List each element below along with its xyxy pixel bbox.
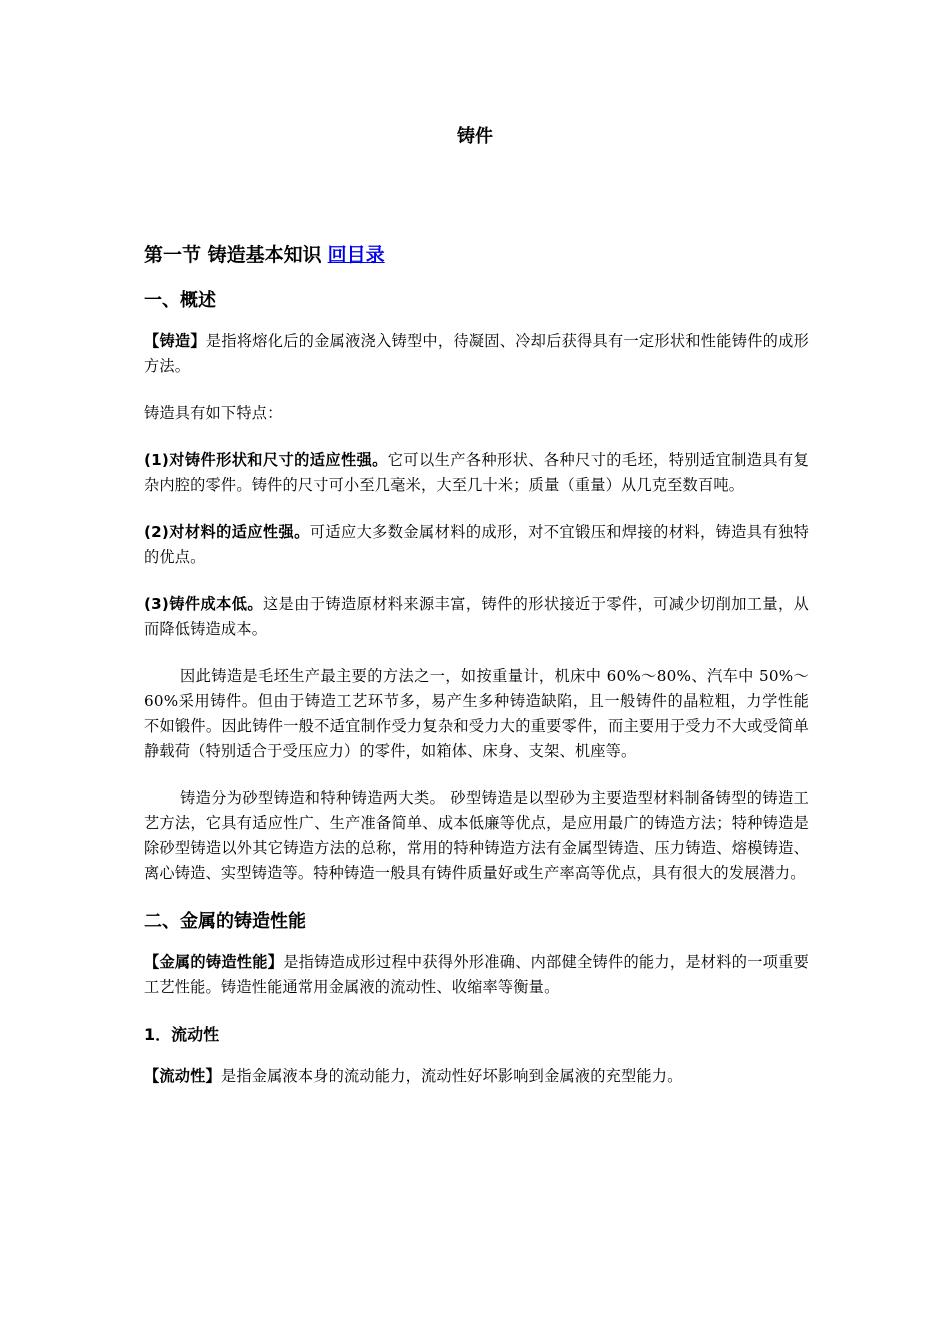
feature-1-title: (1)对铸件形状和尺寸的适应性强。	[144, 451, 388, 469]
heading-casting-properties: 二、金属的铸造性能	[144, 911, 306, 932]
back-to-toc-link[interactable]: 回目录	[327, 244, 385, 266]
heading-fluidity: 1．流动性	[144, 1025, 220, 1044]
paragraph-classification: 铸造分为砂型铸造和特种铸造两大类。 砂型铸造是以型砂为主要造型材料制备铸型的铸造工艺方法，它具有适应性广、生产准备简单、成本低廉等优点，是应用最广的铸造方法；特种铸造是除砂型铸造以外其它铸造方法的总称，常用的特种铸造方法有金属型铸造、压力铸造、熔模铸造、离心铸造、实型铸造等。特种铸造一般具有铸件质量好或生产率高等优点，具有很大的发展潜力。	[144, 789, 809, 882]
document-title: 铸件	[457, 126, 493, 147]
document-body	[144, 241, 809, 1111]
casting-definition: 【铸造】是指将熔化后的金属液浇入铸型中，待凝固、冷却后获得具有一定形状和性能铸件的成形方法。	[144, 332, 809, 375]
fluidity-definition: 【流动性】是指金属液本身的流动能力，流动性好坏影响到金属液的充型能力。	[144, 1067, 683, 1085]
heading-overview: 一、概述	[144, 290, 216, 311]
feature-3-title: (3)铸件成本低。	[144, 595, 263, 613]
feature-3: (3)铸件成本低。这是由于铸造原材料来源丰富，铸件的形状接近于零件，可减少切削加工量，从而降低铸造成本。	[144, 595, 810, 638]
fluidity-term: 【流动性】	[144, 1067, 221, 1085]
feature-2: (2)对材料的适应性强。可适应大多数金属材料的成形，对不宜锻压和焊接的材料，铸造具有独特的优点。	[144, 523, 809, 566]
feature-2-title: (2)对材料的适应性强。	[144, 523, 310, 541]
feature-1: (1)对铸件形状和尺寸的适应性强。它可以生产各种形状、各种尺寸的毛坯，特别适宜制造具有复杂内腔的零件。铸件的尺寸可小至几毫米，大至几十米；质量（重量）从几克至数百吨。	[144, 451, 809, 494]
section-heading	[144, 241, 809, 269]
paragraph-applications: 因此铸造是毛坯生产最主要的方法之一，如按重量计，机床中 60%～80%、汽车中 50%～60%采用铸件。但由于铸造工艺环节多，易产生多种铸造缺陷，且一般铸件的晶粒粗，力学性能不如锻件。因此铸件一般不适宜制作受力复杂和受力大的重要零件，而主要用于受力不大或受简单静载荷（特别适合于受压应力）的零件，如箱体、床身、支架、机座等。	[144, 667, 809, 760]
casting-properties-term: 【金属的铸造性能】	[144, 953, 284, 971]
features-intro: 铸造具有如下特点：	[144, 404, 283, 422]
casting-properties-definition: 【金属的铸造性能】是指铸造成形过程中获得外形准确、内部健全铸件的能力，是材料的一项重要工艺性能。铸造性能通常用金属液的流动性、收缩率等衡量。	[144, 953, 809, 996]
section-title: 第一节 铸造基本知识	[144, 244, 322, 266]
casting-term: 【铸造】	[144, 332, 206, 350]
